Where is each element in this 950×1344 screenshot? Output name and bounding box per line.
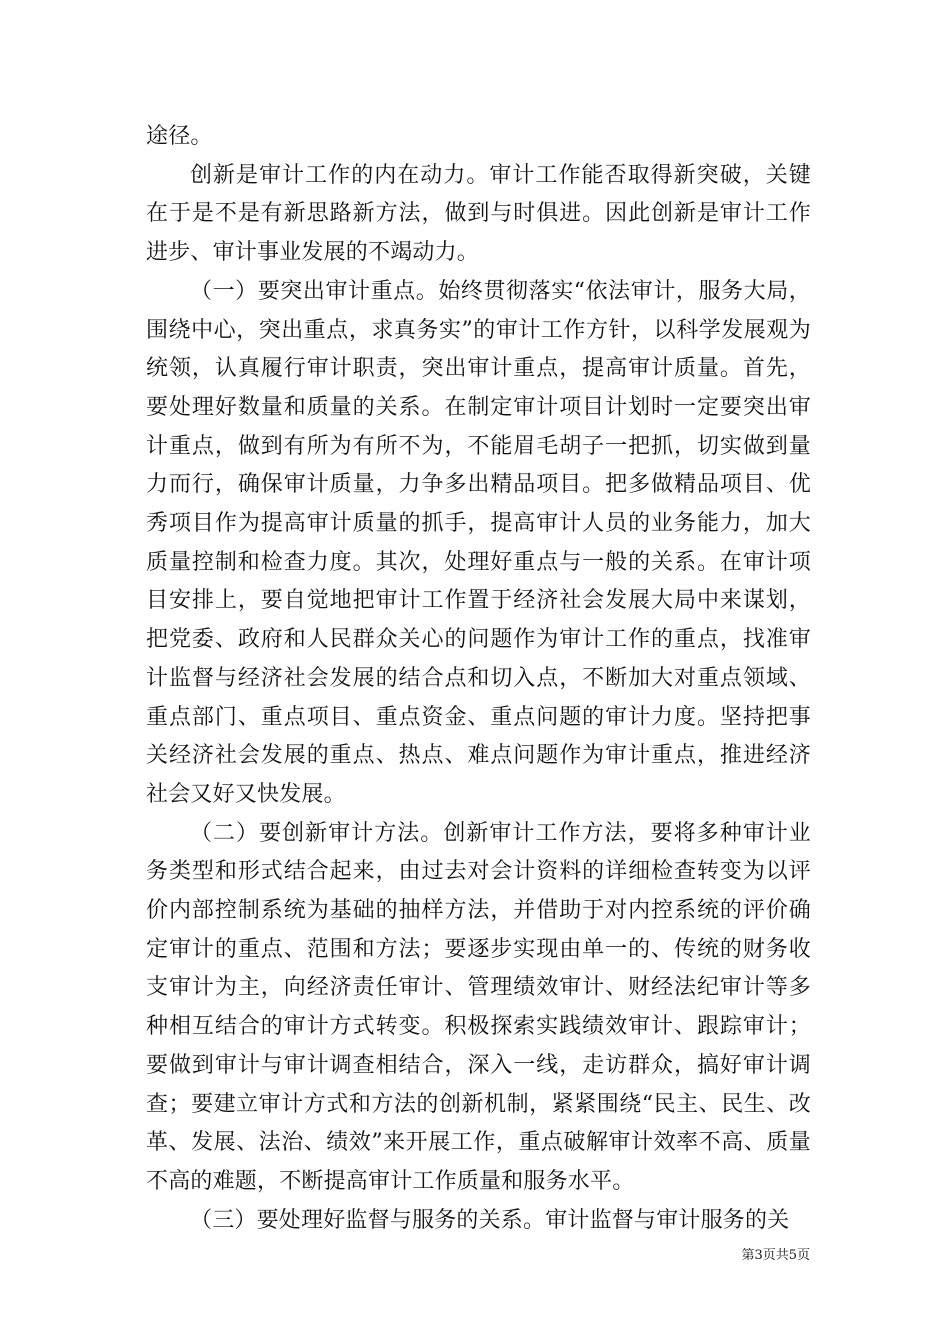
paragraph-supervision-service: （三）要处理好监督与服务的关系。审计监督与审计服务的关 bbox=[190, 1207, 790, 1233]
paragraph-audit-focus: （一）要突出审计重点。始终贯彻落实“依法审计，服务大局，围绕中心，突出重点，求真务实”的审计工作方针，以科学发展观为统领，认真履行审计职责，突出审计重点，提高审计质量。首先，要处理好数量和质量的关系。在制定审计项目计划时一定要突出审计重点，做到有所为有所不为，不能眉毛胡子一把抓，切实做到量力而行，确保审计质量，力争多出精品项目。把多做精品项目、优秀项目作为提高审计质量的抓手，提高审计人员的业务能力，加大质量控制和检查力度。其次，处理好重点与一般的关系。在审计项目安排上，要自觉地把审计工作置于经济社会发展大局中来谋划，把党委、政府和人民群众关心的问题作为审计工作的重点，找准审计监督与经济社会发展的结合点和切入点，不断加大对重点领域、重点部门、重点项目、重点资金、重点问题的审计力度。坚持把事关经济社会发展的重点、热点、难点问题作为审计重点，推进经济社会又好又快发展。 bbox=[146, 278, 811, 807]
paragraph-continuation: 途径。 bbox=[146, 124, 213, 149]
paragraph-audit-methods: （二）要创新审计方法。创新审计工作方法，要将多种审计业务类型和形式结合起来，由过去对会计资料的详细检查转变为以评价内部控制系统为基础的抽样方法，并借助于对内控系统的评价确定审计的重点、范围和方法；要逐步实现由单一的、传统的财务收支审计为主，向经济责任审计、管理绩效审计、财经法纪审计等多种相互结合的审计方式转变。积极探索实践绩效审计、跟踪审计；要做到审计与审计调查相结合，深入一线，走访群众，搞好审计调查；要建立审计方式和方法的创新机制，紧紧围绕“民主、民生、改革、发展、法治、绩效”来开展工作，重点破解审计效率不高、质量不高的难题，不断提高审计工作质量和服务水平。 bbox=[146, 820, 811, 1194]
document-body bbox=[146, 118, 811, 1240]
paragraph-innovation-motivation: 创新是审计工作的内在动力。审计工作能否取得新突破，关键在于是不是有新思路新方法，做到与时俱进。因此创新是审计工作进步、审计事业发展的不竭动力。 bbox=[146, 162, 811, 266]
page-number-footer: 第3页共5页 bbox=[741, 1248, 810, 1263]
